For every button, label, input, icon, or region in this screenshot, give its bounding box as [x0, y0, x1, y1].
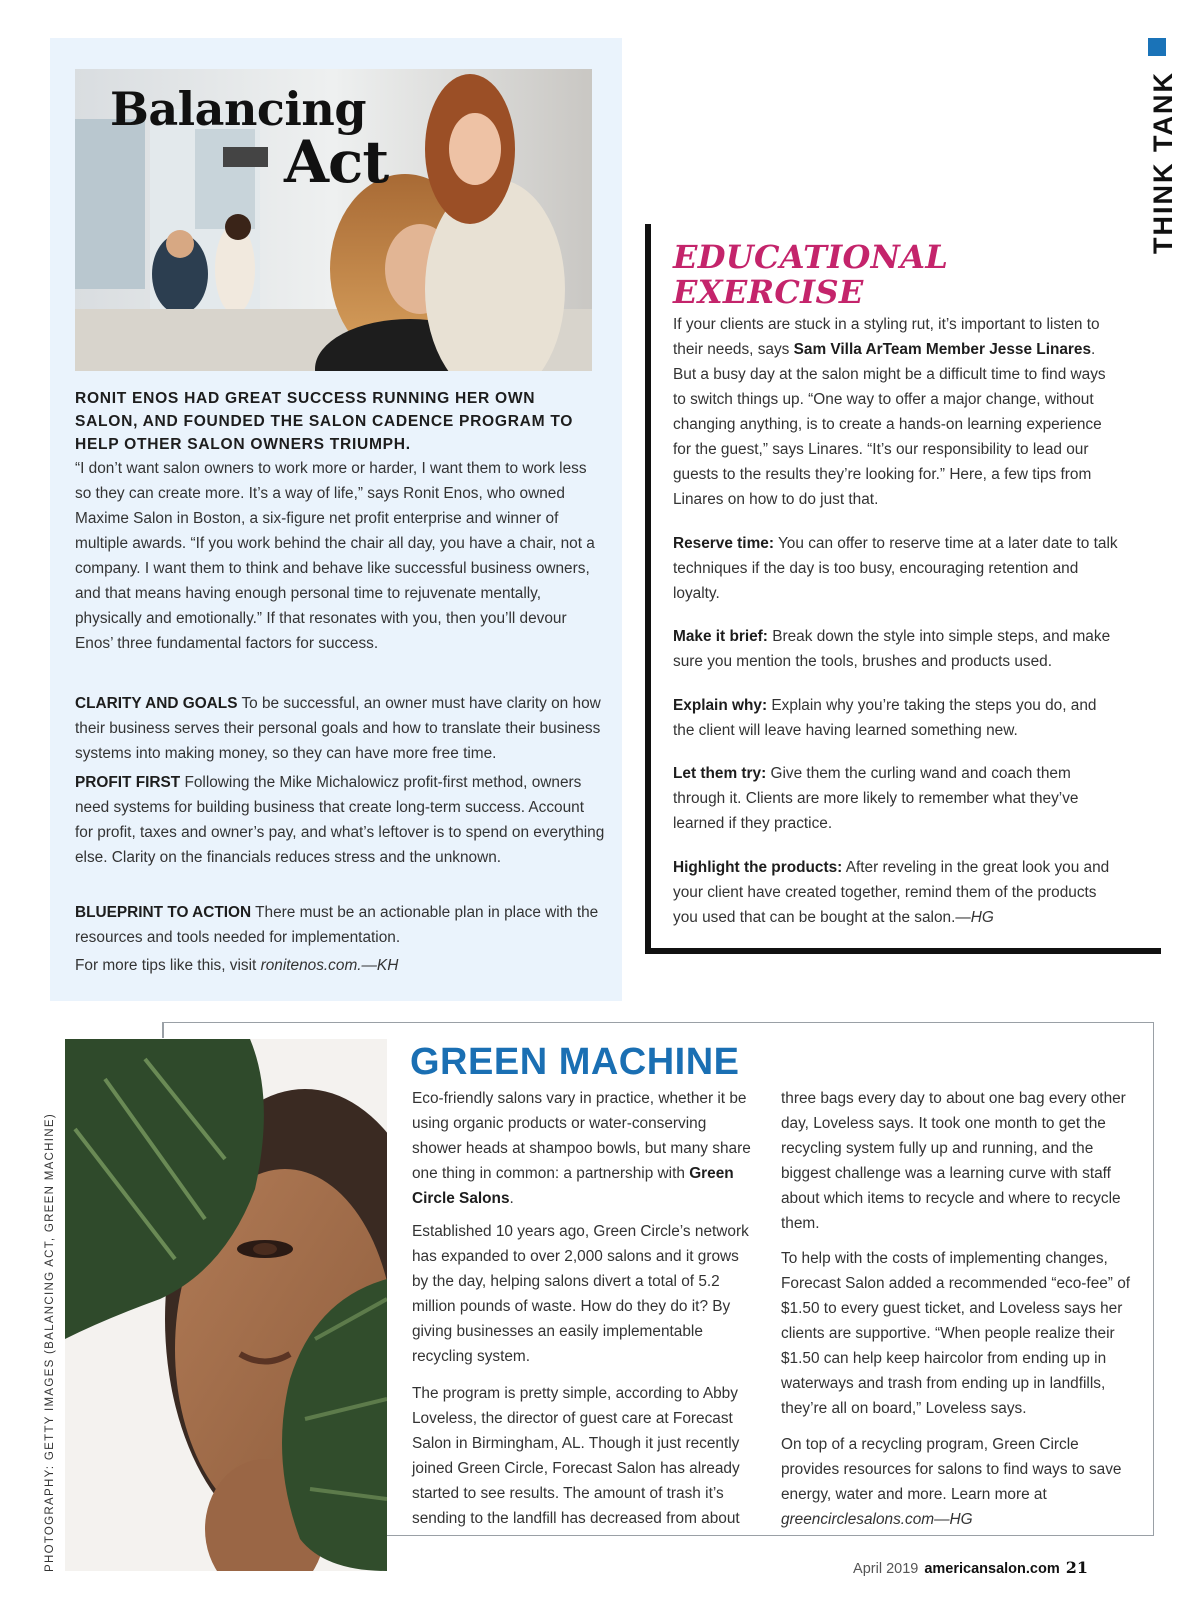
tip-item: [673, 624, 1118, 674]
tip-text: You can offer to reserve time at a later date to talk techniques if the day is too busy, encouraging retention and loyalty.: [673, 535, 1118, 602]
woman-with-monstera-leaf-photo: [65, 1039, 387, 1571]
tip-text: Give them the curling wand and coach them through it. Clients are more likely to remember what they’ve learned if they practice.: [673, 765, 1079, 832]
tip-text: After reveling in the great look you and your client have created together, remind them of the products you used that can be bought at the salon.—: [673, 859, 1110, 926]
balancing-act-title-line1: Balancing: [110, 82, 367, 136]
tip-lead: Explain why:: [673, 697, 768, 714]
tip-item: [673, 855, 1118, 930]
title-line1: EDUCATIONAL: [673, 238, 949, 276]
balancing-act-title-line2: Act: [284, 128, 389, 196]
section-tab-label: THINK TANK: [1148, 71, 1178, 254]
tip-lead: Make it brief:: [673, 628, 768, 645]
page-footer: [853, 1558, 1088, 1577]
item-lead: CLARITY AND GOALS: [75, 695, 238, 712]
balancing-act-item: [75, 770, 605, 870]
green-machine-title: GREEN MACHINE: [410, 1041, 740, 1083]
paragraph-text-a: Eco-friendly salons vary in practice, whether it be using organic products or water-conserving shower heads at shampoo bowls, but many share one thing in common: a partnership with: [412, 1090, 751, 1182]
green-machine-paragraph: Established 10 years ago, Green Circle’s network has expanded to over 2,000 salons and it grows by the day, helping salons divert a total of 5.2 million pounds of waste. How do they do it? By giving businesses an easily implementable recycling system.: [412, 1223, 749, 1365]
tip-text: Break down the style into simple steps, and make sure you mention the tools, brushes and products used.: [673, 628, 1111, 670]
tip-text: Explain why you’re taking the steps you do, and the client will leave having learned something new.: [673, 697, 1097, 739]
paragraph-bold: Green Circle Salons: [412, 1165, 734, 1207]
footer-date: April 2019: [853, 1561, 919, 1577]
more-tips-link[interactable]: ronitenos.com.—KH: [260, 957, 399, 974]
green-machine-paragraph: The program is pretty simple, according to Abby Loveless, the director of guest care at Forecast Salon in Birmingham, AL. Though it just recently joined Green Circle, Forecast Salon has already started to see results. The amount of trash it’s sending to the landfill has decreased from about: [412, 1385, 740, 1527]
balancing-act-deck: RONIT ENOS HAD GREAT SUCCESS RUNNING HER OWN SALON, AND FOUNDED THE SALON CADENCE PROGRAM TO HELP OTHER SALON OWNERS TRIUMPH.: [75, 390, 574, 453]
tip-item: [673, 761, 1118, 836]
balancing-act-item: [75, 900, 605, 950]
item-text: To be successful, an owner must have clarity on how their business serves their personal goals and how to translate their business systems into making money, so they can have more free time.: [75, 695, 601, 762]
balancing-act-more-tips: [75, 953, 605, 978]
green-machine-paragraph: [781, 1432, 1131, 1532]
tip-lead: Let them try:: [673, 765, 767, 782]
tip-lead: Highlight the products:: [673, 859, 843, 876]
educational-exercise-title: [673, 240, 1093, 310]
paragraph-text-b: .: [509, 1190, 514, 1207]
photo-credit: PHOTOGRAPHY: GETTY IMAGES (BALANCING ACT, GREEN MACHINE): [44, 1113, 56, 1572]
green-machine-paragraph: three bags every day to about one bag every other day, Loveless says. It took one month to get the recycling system fully up and running, and the biggest challenge was a learning curve with staff about which items to recycle and where to recycle them.: [781, 1090, 1126, 1232]
balancing-act-item: [75, 691, 605, 766]
green-machine-paragraph: To help with the costs of implementing changes, Forecast Salon added a recommended “eco-fee” of $1.50 to every guest ticket, and Loveless says her clients are supportive. “When people realize their $1.50 can help keep haircolor from ending up in waterways and trash from ending up in landfills, they’re all on board,” Loveless says.: [781, 1250, 1131, 1417]
intro-text-b: . But a busy day at the salon might be a difficult time to find ways to switch things up. “One way to offer a major change, without changing anything, is to create a hands-on learning experience for the guest,” says Linares. “It’s our responsibility to lead our guests to the results they’re looking for.” Here, a few tips from Linares on how to do just that.: [673, 341, 1106, 508]
intro-text-a: If your clients are stuck in a styling rut, it’s important to listen to their needs, says: [673, 316, 1100, 358]
tip-signature: HG: [970, 909, 994, 926]
green-machine-frame-corner: [162, 1022, 164, 1038]
footer-site[interactable]: americansalon.com: [924, 1561, 1060, 1577]
more-tips-prefix: For more tips like this, visit: [75, 957, 261, 974]
section-tab-square: [1148, 38, 1166, 56]
tip-item: [673, 693, 1118, 743]
green-machine-paragraph: [412, 1086, 757, 1211]
item-text: Following the Mike Michalowicz profit-first method, owners need systems for building business that create long-term success. Account for profit, taxes and owner’s pay, and what’s leftover is to spend on everything else. Clarity on the financials reduces stress and the unknown.: [75, 774, 605, 866]
paragraph-text: On top of a recycling program, Green Circle provides resources for salons to find ways to save energy, water and more. Learn more at: [781, 1436, 1122, 1503]
title-line2: EXERCISE: [673, 273, 864, 311]
intro-bold: Sam Villa ArTeam Member Jesse Linares: [793, 341, 1092, 358]
educational-exercise-intro: [673, 312, 1113, 512]
page-number: 21: [1065, 1558, 1088, 1577]
balancing-act-body: “I don’t want salon owners to work more or harder, I want them to work less so they can create more. It’s a way of life,” says Ronit Enos, who owned Maxime Salon in Boston, a six-figure net profit enterprise and winner of multiple awards. “If you work behind the chair all day, you have a chair, not a company. I want them to think and behave like successful business owners, and that means having enough personal time to rejuvenate mentally, physically and emotionally.” If that resonates with you, then you’ll devour Enos’ three fundamental factors for success.: [75, 460, 595, 652]
tip-lead: Reserve time:: [673, 535, 774, 552]
item-text: There must be an actionable plan in place with the resources and tools needed for implementation.: [75, 904, 599, 946]
tip-item: [673, 531, 1118, 606]
item-lead: PROFIT FIRST: [75, 774, 181, 791]
green-circle-link[interactable]: greencirclesalons.com—HG: [781, 1511, 973, 1528]
item-lead: BLUEPRINT TO ACTION: [75, 904, 252, 921]
